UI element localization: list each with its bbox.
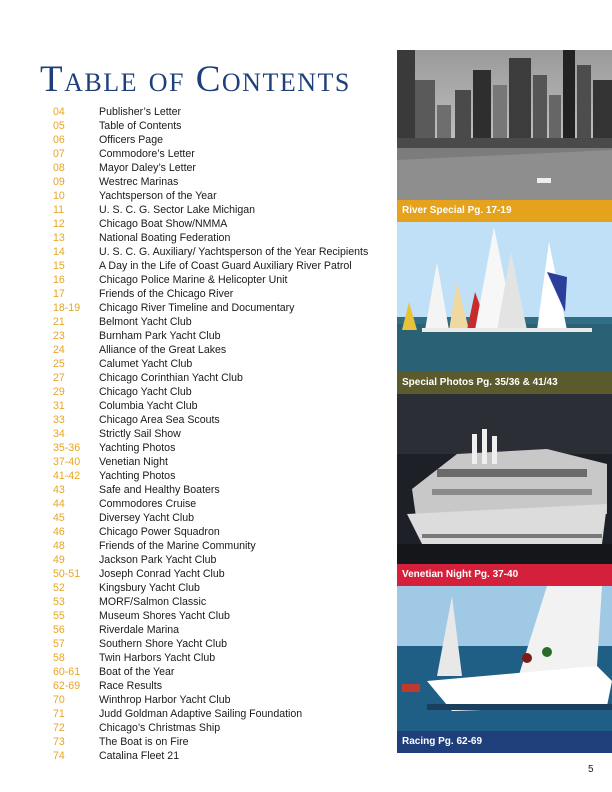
toc-entry[interactable] (0, 553, 395, 567)
toc-entry-title: Belmont Yacht Club (99, 316, 192, 328)
toc-entry[interactable] (0, 483, 395, 497)
toc-page-number: 45 (53, 512, 65, 524)
caption-river-special: River Special Pg. 17-19 (397, 200, 612, 222)
toc-page-number: 24 (53, 344, 65, 356)
toc-page-number: 10 (53, 190, 65, 202)
toc-entry-title: A Day in the Life of Coast Guard Auxiliary River Patrol (99, 260, 352, 272)
toc-page-number: 50-51 (53, 568, 81, 580)
toc-entry[interactable] (0, 539, 395, 553)
toc-entry-title: Kingsbury Yacht Club (99, 582, 200, 594)
toc-entry[interactable] (0, 413, 395, 427)
toc-entry-title: Boat of the Year (99, 666, 175, 678)
toc-entry[interactable] (0, 343, 395, 357)
toc-page-number: 06 (53, 134, 65, 146)
toc-entry-title: Commodore’s Letter (99, 148, 195, 160)
toc-entry[interactable] (0, 721, 395, 735)
toc-entry[interactable] (0, 203, 395, 217)
toc-entry-title: Columbia Yacht Club (99, 400, 198, 412)
toc-entry[interactable] (0, 707, 395, 721)
toc-entry[interactable] (0, 665, 395, 679)
toc-entry-title: Museum Shores Yacht Club (99, 610, 230, 622)
toc-entry-title: Friends of the Marine Community (99, 540, 256, 552)
toc-entry-title: Mayor Daley’s Letter (99, 162, 196, 174)
toc-entry[interactable] (0, 315, 395, 329)
toc-page-number: 43 (53, 484, 65, 496)
river-photo (397, 50, 612, 200)
caption-venetian-night: Venetian Night Pg. 37-40 (397, 564, 612, 586)
venetian-night-photo (397, 394, 612, 564)
toc-entry[interactable] (0, 581, 395, 595)
toc-entry-title: Friends of the Chicago River (99, 288, 234, 300)
toc-entry-title: Venetian Night (99, 456, 168, 468)
toc-entry-title: Chicago Area Sea Scouts (99, 414, 220, 426)
toc-entry[interactable] (0, 119, 395, 133)
toc-page-number: 04 (53, 106, 65, 118)
toc-entry-title: Race Results (99, 680, 162, 692)
toc-entry-title: Yachting Photos (99, 470, 176, 482)
toc-page-number: 33 (53, 414, 65, 426)
toc-page-number: 52 (53, 582, 65, 594)
toc-page-number: 34 (53, 428, 65, 440)
toc-page-number: 05 (53, 120, 65, 132)
toc-entry[interactable] (0, 231, 395, 245)
toc-entry-title: U. S. C. G. Auxiliary/ Yachtsperson of the Year Recipients (99, 246, 369, 258)
toc-entry-title: The Boat is on Fire (99, 736, 189, 748)
toc-entry-title: National Boating Federation (99, 232, 231, 244)
toc-page-number: 14 (53, 246, 65, 258)
toc-list (0, 105, 395, 763)
toc-entry[interactable] (0, 105, 395, 119)
toc-entry-title: Winthrop Harbor Yacht Club (99, 694, 231, 706)
toc-entry-title: Joseph Conrad Yacht Club (99, 568, 225, 580)
toc-entry[interactable] (0, 329, 395, 343)
toc-entry[interactable] (0, 609, 395, 623)
toc-entry-title: Publisher’s Letter (99, 106, 182, 118)
toc-entry-title: Burnham Park Yacht Club (99, 330, 221, 342)
toc-entry-title: Chicago Boat Show/NMMA (99, 218, 228, 230)
toc-entry[interactable] (0, 651, 395, 665)
toc-page-number: 09 (53, 176, 65, 188)
toc-entry-title: U. S. C. G. Sector Lake Michigan (99, 204, 256, 216)
toc-entry-title: Jackson Park Yacht Club (99, 554, 217, 566)
toc-entry-title: Chicago’s Christmas Ship (99, 722, 221, 734)
toc-entry[interactable] (0, 497, 395, 511)
toc-entry-title: Commodores Cruise (99, 498, 197, 510)
toc-entry[interactable] (0, 735, 395, 749)
toc-entry[interactable] (0, 175, 395, 189)
toc-page-number: 13 (53, 232, 65, 244)
toc-page-number: 31 (53, 400, 65, 412)
toc-entry[interactable] (0, 427, 395, 441)
toc-page-number: 48 (53, 540, 65, 552)
toc-entry-title: Riverdale Marina (99, 624, 180, 636)
toc-entry[interactable] (0, 371, 395, 385)
toc-entry[interactable] (0, 441, 395, 455)
toc-page-number: 11 (53, 204, 64, 216)
toc-page-number: 71 (53, 708, 65, 720)
toc-page-number: 53 (53, 596, 65, 608)
toc-entry[interactable] (0, 595, 395, 609)
toc-entry[interactable] (0, 161, 395, 175)
toc-entry-title: Westrec Marinas (99, 176, 179, 188)
toc-entry-title: Yachtsperson of the Year (99, 190, 217, 202)
toc-page-number: 25 (53, 358, 65, 370)
page-number: 5 (588, 764, 594, 775)
toc-page-number: 35-36 (53, 442, 81, 454)
racing-photo (397, 586, 612, 731)
toc-entry[interactable] (0, 749, 395, 763)
toc-entry[interactable] (0, 385, 395, 399)
toc-entry-title: Strictly Sail Show (99, 428, 181, 440)
toc-entry-title: Twin Harbors Yacht Club (99, 652, 216, 664)
toc-page-number: 70 (53, 694, 65, 706)
toc-entry-title: Diversey Yacht Club (99, 512, 194, 524)
toc-page-number: 07 (53, 148, 65, 160)
caption-racing: Racing Pg. 62-69 (397, 731, 612, 753)
toc-page-number: 46 (53, 526, 65, 538)
toc-page-number: 15 (53, 260, 65, 272)
toc-entry[interactable] (0, 287, 395, 301)
toc-page-number: 12 (53, 218, 65, 230)
page-title: Table of Contents (40, 59, 351, 100)
toc-entry-title: Chicago River Timeline and Documentary (99, 302, 295, 314)
toc-page-number: 27 (53, 372, 65, 384)
toc-page-number: 73 (53, 736, 65, 748)
toc-entry-title: Alliance of the Great Lakes (99, 344, 227, 356)
toc-page-number: 49 (53, 554, 65, 566)
toc-page-number: 60-61 (53, 666, 81, 678)
toc-page-number: 37-40 (53, 456, 81, 468)
toc-entry[interactable] (0, 273, 395, 287)
toc-entry[interactable] (0, 567, 395, 581)
toc-entry[interactable] (0, 525, 395, 539)
toc-entry[interactable] (0, 133, 395, 147)
toc-entry[interactable] (0, 469, 395, 483)
toc-entry[interactable] (0, 259, 395, 273)
toc-entry[interactable] (0, 623, 395, 637)
photo-column (397, 50, 612, 753)
toc-entry[interactable] (0, 455, 395, 469)
toc-page-number: 72 (53, 722, 65, 734)
toc-page-number: 23 (53, 330, 65, 342)
toc-page-number: 58 (53, 652, 65, 664)
toc-entry-title: Judd Goldman Adaptive Sailing Foundation (99, 708, 303, 720)
toc-page-number: 57 (53, 638, 65, 650)
toc-entry-title: Southern Shore Yacht Club (99, 638, 227, 650)
toc-entry[interactable] (0, 245, 395, 259)
toc-page-number: 16 (53, 274, 65, 286)
sailboats-photo (397, 222, 612, 372)
toc-entry[interactable] (0, 301, 395, 315)
toc-page-number: 29 (53, 386, 65, 398)
toc-entry-title: Chicago Power Squadron (99, 526, 220, 538)
toc-entry[interactable] (0, 679, 395, 693)
toc-page-number: 41-42 (53, 470, 81, 482)
toc-entry-title: MORF/Salmon Classic (99, 596, 207, 608)
toc-page-number: 44 (53, 498, 65, 510)
toc-entry-title: Chicago Corinthian Yacht Club (99, 372, 243, 384)
toc-entry[interactable] (0, 147, 395, 161)
toc-entry[interactable] (0, 189, 395, 203)
toc-page-number: 18-19 (53, 302, 81, 314)
toc-entry[interactable] (0, 637, 395, 651)
toc-entry-title: Yachting Photos (99, 442, 176, 454)
toc-entry-title: Safe and Healthy Boaters (99, 484, 220, 496)
caption-special-photos: Special Photos Pg. 35/36 & 41/43 (397, 372, 612, 394)
toc-entry-title: Calumet Yacht Club (99, 358, 193, 370)
toc-entry[interactable] (0, 511, 395, 525)
toc-entry-title: Table of Contents (99, 120, 182, 132)
toc-entry[interactable] (0, 357, 395, 371)
toc-entry[interactable] (0, 399, 395, 413)
toc-entry-title: Chicago Yacht Club (99, 386, 192, 398)
toc-entry[interactable] (0, 217, 395, 231)
toc-entry-title: Officers Page (99, 134, 163, 146)
toc-page-number: 21 (53, 316, 65, 328)
toc-page-number: 55 (53, 610, 65, 622)
toc-entry-title: Catalina Fleet 21 (99, 750, 180, 762)
toc-page-number: 08 (53, 162, 65, 174)
toc-page-number: 17 (53, 288, 65, 300)
toc-entry-title: Chicago Police Marine & Helicopter Unit (99, 274, 288, 286)
toc-entry[interactable] (0, 693, 395, 707)
toc-page-number: 56 (53, 624, 65, 636)
toc-page-number: 62-69 (53, 680, 81, 692)
toc-page-number: 74 (53, 750, 65, 762)
